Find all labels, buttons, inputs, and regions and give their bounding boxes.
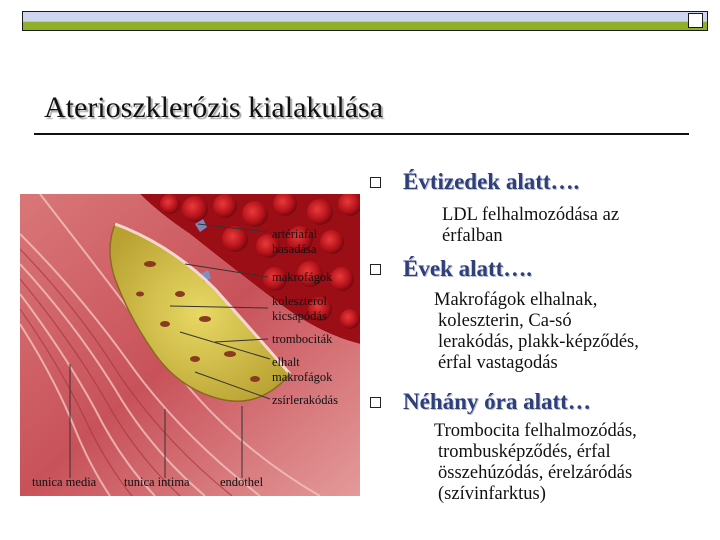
label-koleszterol-line1: koleszterol bbox=[272, 294, 327, 308]
label-endothel: endothel bbox=[220, 475, 264, 489]
top-bar-green-stripe bbox=[23, 22, 707, 30]
bullet-1-line-1: LDL felhalmozódása az bbox=[442, 205, 620, 225]
bullet-heading-2: Évek alatt…. bbox=[403, 256, 533, 281]
bullet-marker-3 bbox=[370, 397, 381, 408]
bullet-3-line-1: Trombocita felhalmozódás, bbox=[434, 421, 637, 441]
label-zsirlerakodas: zsírlerakódás bbox=[272, 393, 338, 407]
label-trombocitak: trombociták bbox=[272, 332, 333, 346]
bullet-text-3 bbox=[432, 421, 637, 505]
label-koleszterol bbox=[272, 294, 327, 324]
label-tunica-intima: tunica intima bbox=[124, 475, 190, 489]
bullet-text-2 bbox=[432, 290, 639, 374]
top-bar-square bbox=[688, 13, 703, 28]
label-elhalt-makrofagok bbox=[272, 355, 332, 385]
bullet-3-line-3: összehúzódás, érelzáródás bbox=[438, 463, 633, 483]
slide-title: Aterioszklerózis kialakulása bbox=[44, 91, 384, 124]
bullet-heading-3: Néhány óra alatt… bbox=[403, 389, 591, 414]
label-arteriafal-hasadasa bbox=[272, 227, 317, 257]
bullet-3-line-4: (szívinfarktus) bbox=[438, 484, 546, 504]
bullet-2-line-1: Makrofágok elhalnak, bbox=[434, 290, 598, 310]
label-elhalt-line1: elhalt bbox=[272, 355, 300, 369]
label-arteriafal-line2: hasadása bbox=[272, 242, 317, 256]
label-koleszterol-line2: kicsapódás bbox=[272, 309, 327, 323]
label-arteriafal-line1: artériafal bbox=[272, 227, 318, 241]
bullet-1-line-2: érfalban bbox=[442, 226, 503, 246]
title-underline bbox=[34, 133, 689, 135]
bullet-marker-1 bbox=[370, 177, 381, 188]
bullet-2-line-3: lerakódás, plakk-képződés, bbox=[438, 332, 639, 352]
bullet-3-line-2: trombusképződés, érfal bbox=[438, 442, 611, 462]
bullet-heading-1: Évtizedek alatt…. bbox=[403, 169, 580, 194]
bullet-marker-2 bbox=[370, 264, 381, 275]
bullet-text-1 bbox=[442, 205, 619, 247]
slide-top-bar bbox=[22, 11, 708, 31]
label-makrofagok: makrofágok bbox=[272, 270, 333, 284]
bullet-2-line-4: érfal vastagodás bbox=[438, 353, 558, 373]
bullet-2-line-2: koleszterin, Ca-só bbox=[438, 311, 572, 331]
label-elhalt-line2: makrofágok bbox=[272, 370, 333, 384]
label-tunica-media: tunica media bbox=[32, 475, 97, 489]
